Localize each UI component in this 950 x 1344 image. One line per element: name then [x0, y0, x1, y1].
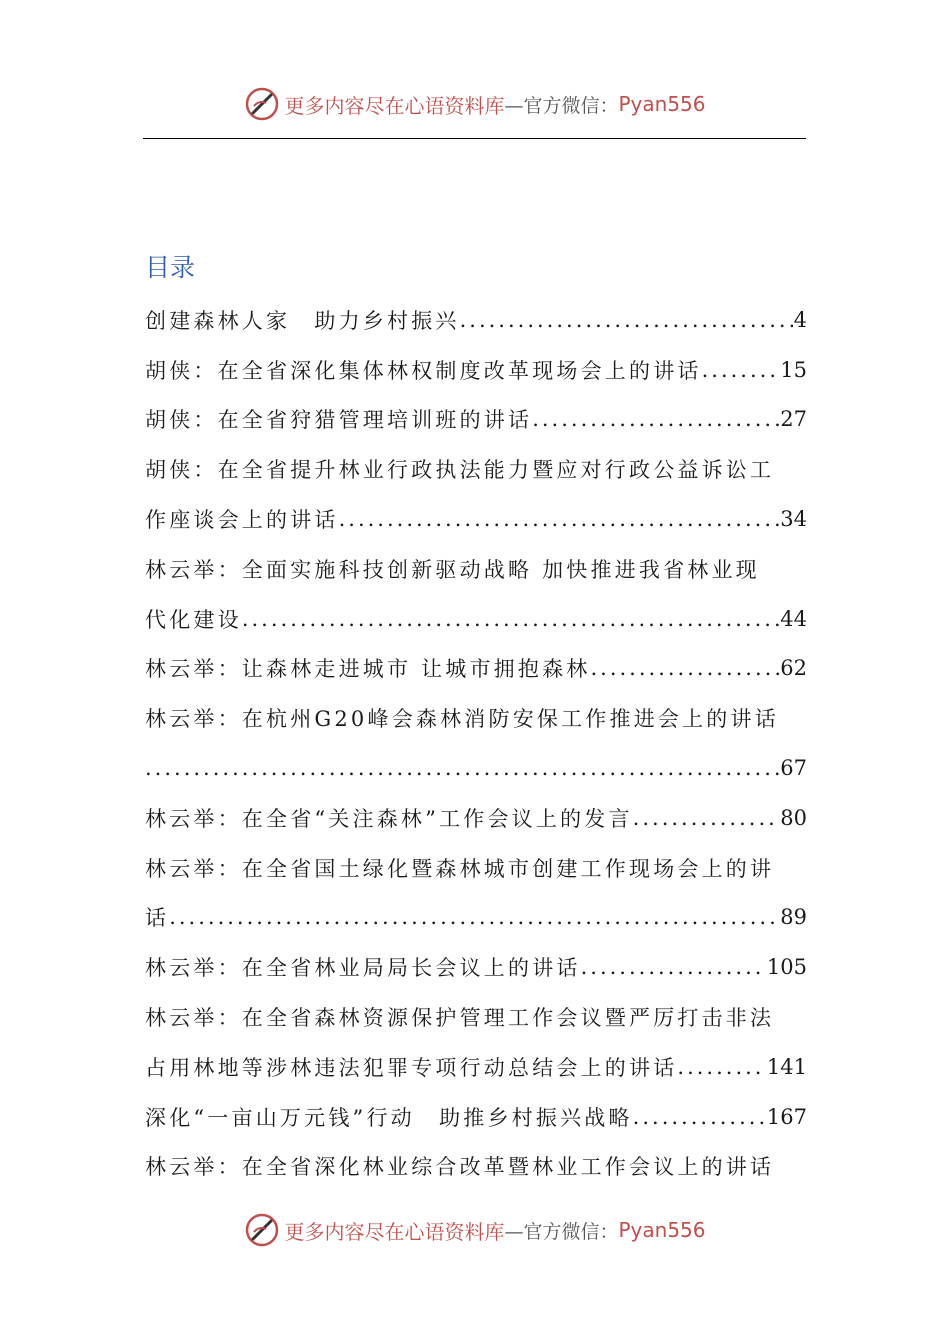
pen-logo-icon — [244, 86, 280, 122]
toc-page-number: 67 — [780, 756, 807, 781]
toc-entry-text: 林云举：让森林走进城市 让城市拥抱森林 — [145, 657, 591, 682]
banner-text: 更多内容尽在心语资料库 — [284, 93, 505, 118]
toc-entry-text: 林云举：在全省森林资源保护管理工作会议暨严厉打击非法 — [145, 1006, 775, 1031]
toc-entry-text: 作座谈会上的讲话 — [145, 508, 339, 533]
toc-entry-text: 胡侠：在全省提升林业行政执法能力暨应对行政公益诉讼工 — [145, 458, 775, 483]
toc-page-number: 15 — [780, 357, 807, 382]
toc-entry[interactable] — [145, 1042, 807, 1092]
toc-entry[interactable] — [145, 942, 807, 992]
dot-leader — [633, 806, 780, 830]
toc-entry[interactable] — [145, 594, 807, 644]
toc-entry-text: 深化“一亩山万元钱”行动 助推乡村振兴战略 — [145, 1105, 633, 1130]
toc-entry[interactable] — [145, 295, 807, 345]
toc-entry-text: 林云举：在全省林业局局长会议上的讲话 — [145, 956, 581, 981]
dot-leader — [169, 905, 779, 929]
toc-title: 目录 — [145, 253, 196, 282]
toc-entry-text: 林云举：在杭州G20峰会森林消防安保工作推进会上的讲话 — [145, 707, 779, 732]
toc-entry-text: 话 — [145, 906, 170, 931]
footer-banner — [0, 1208, 950, 1252]
toc-page-number: 89 — [780, 905, 807, 930]
toc-entry-text: 胡侠：在全省狩猎管理培训班的讲话 — [145, 408, 533, 433]
header-rule — [143, 138, 806, 139]
toc-page-number: 27 — [780, 407, 807, 432]
dot-leader — [145, 756, 779, 780]
toc-entry-text: 代化建设 — [145, 607, 242, 632]
toc-page-number: 167 — [766, 1104, 807, 1129]
toc-entry[interactable] — [145, 395, 807, 445]
toc-entry-text: 胡侠：在全省深化集体林权制度改革现场会上的讲话 — [145, 358, 702, 383]
toc-page-number: 34 — [780, 507, 807, 532]
dot-leader — [581, 955, 766, 979]
toc-page-number: 105 — [766, 955, 807, 980]
dot-leader — [339, 507, 780, 531]
toc-entry[interactable] — [145, 345, 807, 395]
toc-entry[interactable] — [145, 992, 807, 1042]
toc-entry[interactable] — [145, 893, 807, 943]
toc-entry[interactable] — [145, 1142, 807, 1192]
header-banner — [0, 82, 950, 126]
dot-leader — [677, 1055, 766, 1079]
toc-entry-text: 林云举：在全省“关注森林”工作会议上的发言 — [145, 806, 633, 831]
toc-entry-text: 占用林地等涉林违法犯罪专项行动总结会上的讲话 — [145, 1055, 678, 1080]
dot-leader — [702, 358, 780, 382]
toc-entry-text: 林云举：在全省深化林业综合改革暨林业工作会议上的讲话 — [145, 1155, 775, 1180]
dot-leader — [460, 308, 793, 332]
toc-entry[interactable] — [145, 644, 807, 694]
toc-entry[interactable] — [145, 494, 807, 544]
pen-logo-icon — [244, 1212, 280, 1248]
banner-wechat-id: Pyan556 — [618, 92, 706, 116]
toc-page-number: 62 — [780, 656, 807, 681]
dot-leader — [633, 1105, 766, 1129]
banner-wechat-label: —官方微信： — [504, 94, 619, 117]
banner-text: 更多内容尽在心语资料库 — [284, 1219, 505, 1244]
dot-leader — [242, 607, 779, 631]
toc-page-number: 4 — [793, 307, 807, 332]
toc-entry[interactable] — [145, 793, 807, 843]
toc-entry[interactable] — [145, 693, 807, 743]
toc-entry[interactable] — [145, 843, 807, 893]
toc-entry[interactable] — [145, 444, 807, 494]
toc-page-number: 141 — [766, 1054, 807, 1079]
toc-entry[interactable] — [145, 1092, 807, 1142]
toc-entry-text: 林云举：全面实施科技创新驱动战略 加快推进我省林业现 — [145, 557, 760, 582]
dot-leader — [532, 407, 779, 431]
banner-wechat-label: —官方微信： — [504, 1220, 619, 1243]
toc-page-number: 80 — [780, 805, 807, 830]
banner-wechat-id: Pyan556 — [618, 1218, 706, 1242]
toc-entry-text: 林云举：在全省国土绿化暨森林城市创建工作现场会上的讲 — [145, 856, 775, 881]
table-of-contents — [145, 295, 807, 1191]
toc-entry-text: 创建森林人家 助力乡村振兴 — [145, 308, 460, 333]
toc-entry[interactable] — [145, 743, 807, 793]
toc-entry[interactable] — [145, 544, 807, 594]
dot-leader — [590, 656, 779, 680]
toc-page-number: 44 — [780, 606, 807, 631]
